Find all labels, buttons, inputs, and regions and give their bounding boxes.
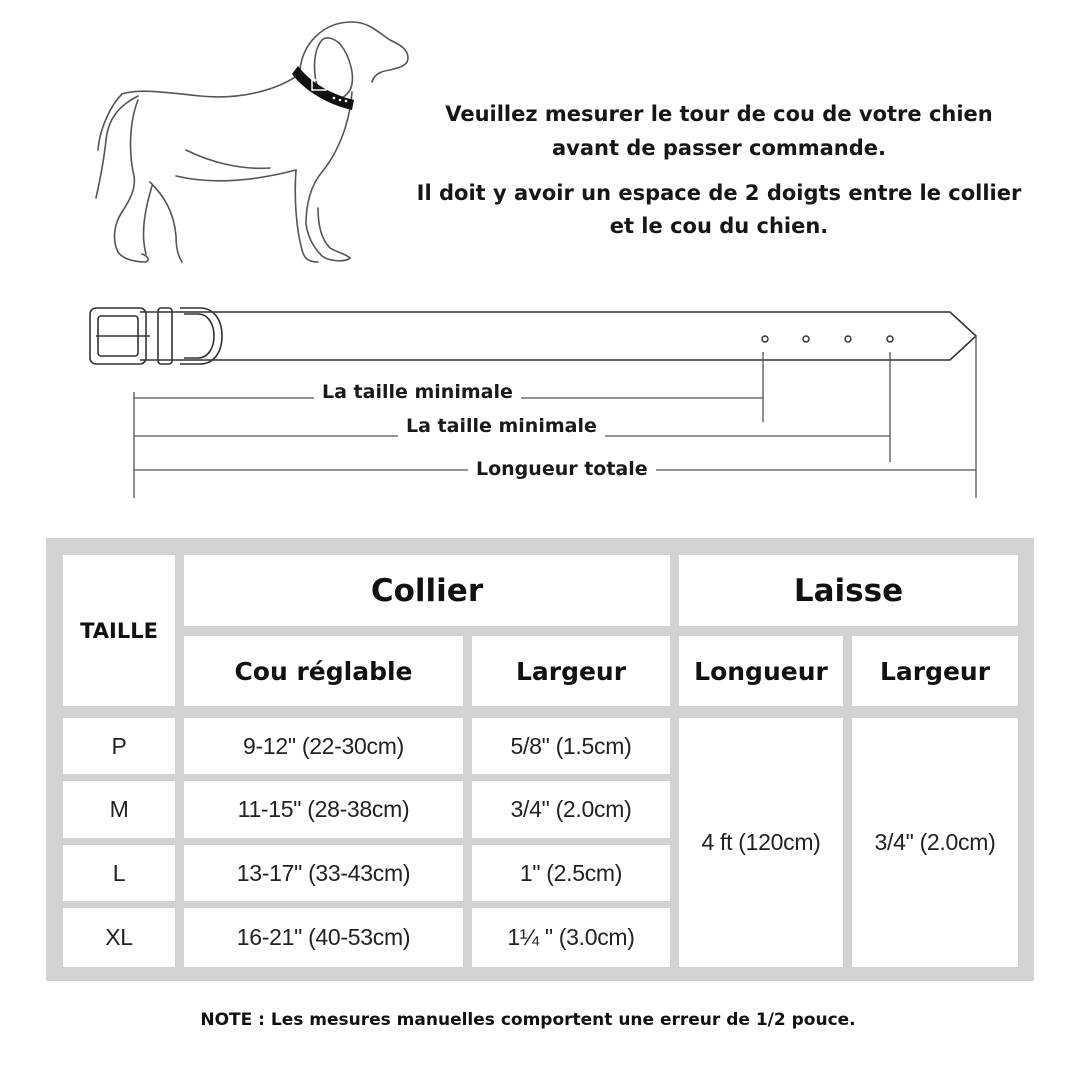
- collar-on-dog: [292, 66, 354, 110]
- label-min-size-1: La taille minimale: [314, 380, 521, 404]
- row-p-neck: 9-12" (22-30cm): [184, 718, 463, 774]
- row-xl-size: XL: [63, 908, 175, 967]
- size-table: [46, 538, 1034, 981]
- row-l-size: L: [63, 845, 175, 901]
- row-l-neck: 13-17" (33-43cm): [184, 845, 463, 901]
- dog-illustration: [90, 15, 420, 275]
- header-laisse-largeur: Largeur: [852, 636, 1018, 706]
- row-xl-neck: 16-21" (40-53cm): [184, 908, 463, 967]
- row-m-size: M: [63, 781, 175, 838]
- label-min-size-2: La taille minimale: [398, 414, 605, 438]
- instruction-line-2: avant de passer commande.: [551, 136, 887, 160]
- instruction-line-4: et le cou du chien.: [609, 214, 829, 238]
- measurement-note: NOTE : Les mesures manuelles comportent une erreur de 1/2 pouce.: [200, 1010, 856, 1030]
- header-collier: Collier: [184, 555, 670, 626]
- row-p-width: 5/8" (1.5cm): [472, 718, 670, 774]
- header-laisse: Laisse: [679, 555, 1018, 626]
- row-xl-width: 1¼ " (3.0cm): [472, 908, 670, 967]
- header-cou-reglable: Cou réglable: [184, 636, 463, 706]
- leash-width: 3/4" (2.0cm): [852, 718, 1018, 967]
- header-collier-largeur: Largeur: [472, 636, 670, 706]
- leash-length: 4 ft (120cm): [679, 718, 843, 967]
- header-laisse-longueur: Longueur: [679, 636, 843, 706]
- header-taille: TAILLE: [63, 555, 175, 706]
- row-l-width: 1" (2.5cm): [472, 845, 670, 901]
- row-p-size: P: [63, 718, 175, 774]
- row-m-width: 3/4" (2.0cm): [472, 781, 670, 838]
- strap-holes: [762, 336, 893, 342]
- label-total-length: Longueur totale: [468, 457, 656, 481]
- instruction-line-3: Il doit y avoir un espace de 2 doigts entre le collier: [416, 181, 1022, 205]
- instruction-line-1: Veuillez mesurer le tour de cou de votre chien: [445, 102, 993, 126]
- row-m-neck: 11-15" (28-38cm): [184, 781, 463, 838]
